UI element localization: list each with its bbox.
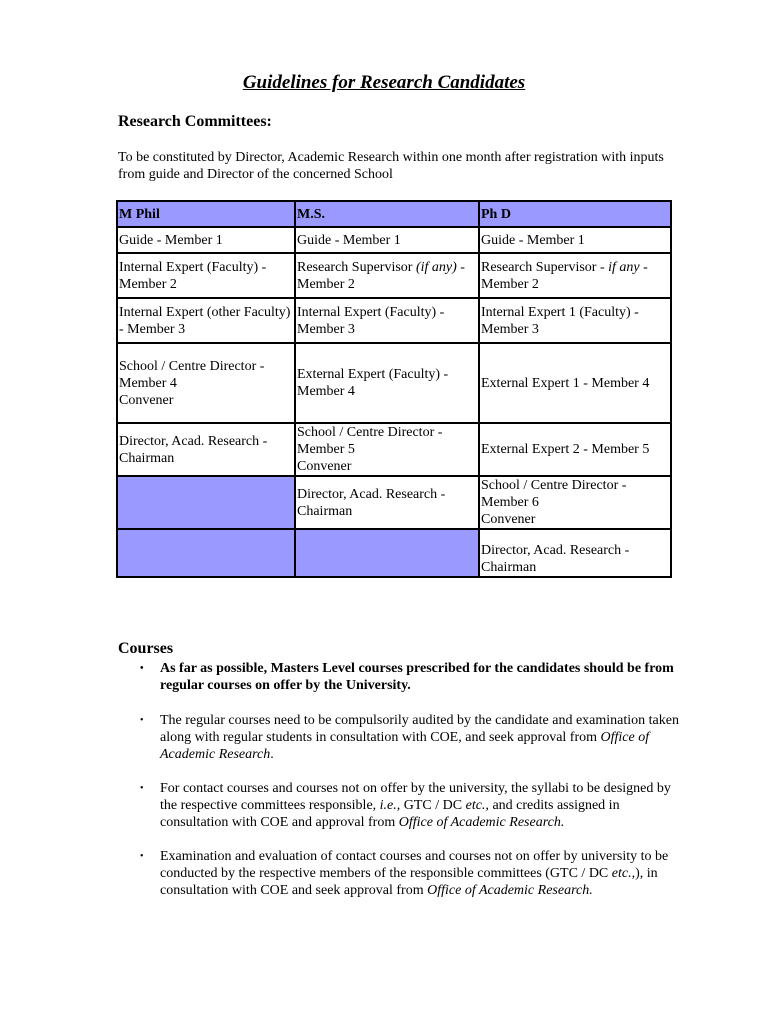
header-ms: M.S. [295,201,479,227]
list-item: • Examination and evaluation of contact courses and courses not on offer by university to be conducted by the respective members of the responsible committees (GTC / DC etc.,), in consultation with COE and seek approval from Office of Academic Research. [140,849,669,898]
cell-mphil: Director, Acad. Research - Chairman [117,423,295,476]
committee-table [116,200,672,578]
list-item: • As far as possible, Masters Level courses prescribed for the candidates should be from regular courses on offer by the University. [140,661,674,693]
cell-phd: School / Centre Director - Member 6 Convener [479,476,671,529]
table-row [117,343,671,423]
document-title: Guidelines for Research Candidates [242,72,526,93]
cell-mphil-empty [117,476,295,529]
cell-phd: Internal Expert 1 (Faculty) - Member 3 [479,298,671,343]
cell-mphil: Guide - Member 1 [117,227,295,253]
cell-ms: External Expert (Faculty) - Member 4 [295,343,479,423]
header-phd: Ph D [479,201,671,227]
table-row [117,476,671,529]
committees-heading: Research Committees: [118,113,272,130]
cell-mphil: School / Centre Director - Member 4 Convener [117,343,295,423]
table-row [117,298,671,343]
cell-mphil-empty [117,529,295,577]
cell-phd: Guide - Member 1 [479,227,671,253]
cell-phd: External Expert 1 - Member 4 [479,343,671,423]
cell-ms: Director, Acad. Research - Chairman [295,476,479,529]
table-row [117,423,671,476]
cell-mphil: Internal Expert (Faculty) - Member 2 [117,253,295,298]
table-row [117,529,671,577]
bullet-icon: • [140,783,144,794]
cell-phd: Research Supervisor - if any - Member 2 [479,253,671,298]
list-item: • For contact courses and courses not on offer by the university, the syllabi to be designed by the respective committees responsible, i.e., GTC / DC etc., and credits assigned in consultation with COE and approval from Office of Academic Research. [140,781,671,830]
cell-ms-empty [295,529,479,577]
bullet-icon: • [140,663,144,674]
bullet-icon: • [140,851,144,862]
table-row [117,227,671,253]
courses-heading: Courses [118,640,174,657]
cell-ms: School / Centre Director - Member 5 Convener [295,423,479,476]
cell-ms: Internal Expert (Faculty) - Member 3 [295,298,479,343]
cell-mphil: Internal Expert (other Faculty) - Member 3 [117,298,295,343]
cell-phd: External Expert 2 - Member 5 [479,423,671,476]
cell-ms: Guide - Member 1 [295,227,479,253]
table-header-row [117,201,671,227]
list-item: • The regular courses need to be compulsorily audited by the candidate and examination taken along with regular students in consultation with COE, and seek approval from Office of Academic Research. [140,713,679,762]
cell-ms: Research Supervisor (if any) - Member 2 [295,253,479,298]
cell-phd: Director, Acad. Research - Chairman [479,529,671,577]
header-mphil: M Phil [117,201,295,227]
committees-intro: To be constituted by Director, Academic Research within one month after registration with inputs from guide and Director of the concerned School [118,150,664,182]
table-row [117,253,671,298]
bullet-icon: • [140,715,144,726]
